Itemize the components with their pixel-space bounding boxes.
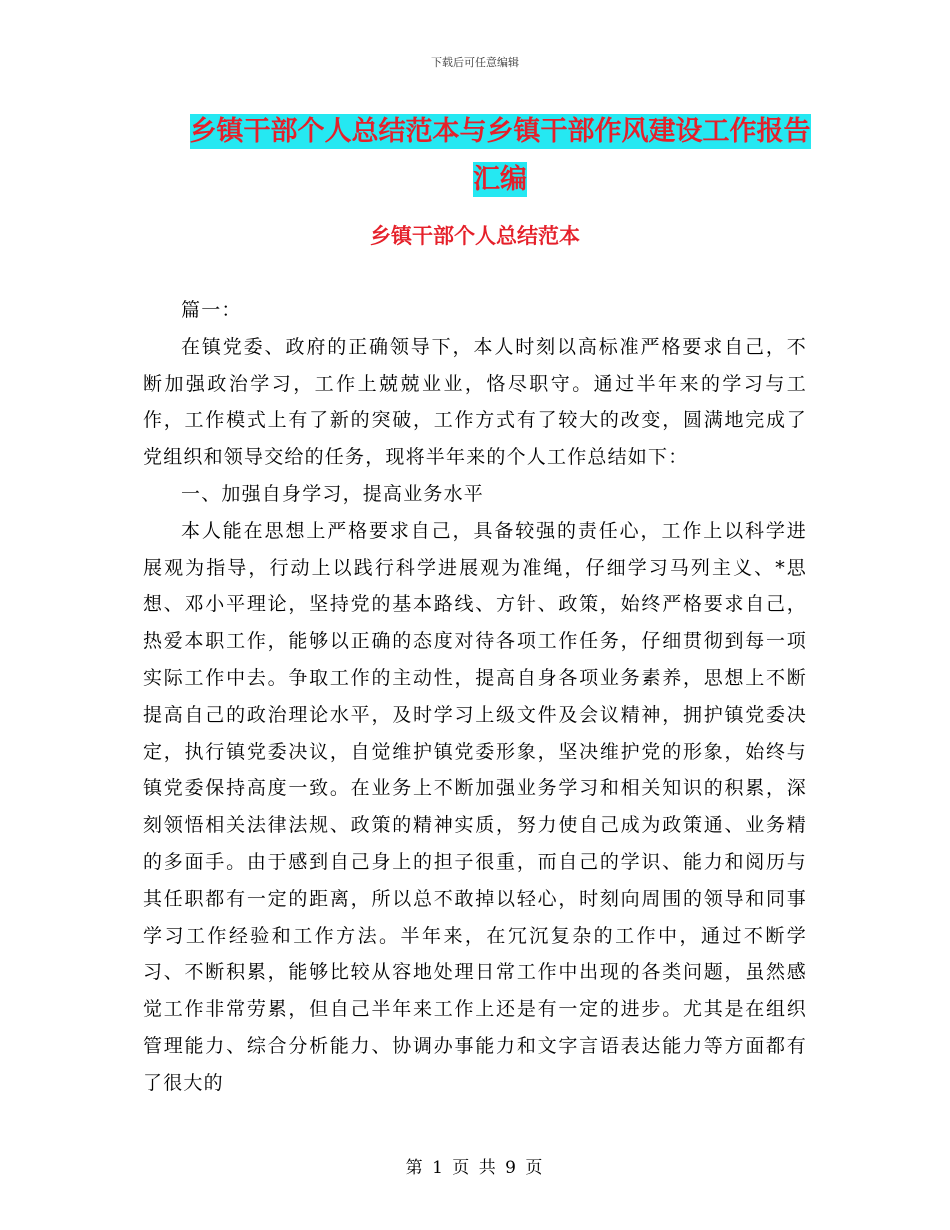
document-title-line-2: 汇编 [473, 164, 527, 195]
paragraph-heading-1: 一、加强自身学习，提高业务水平 [181, 482, 485, 505]
document-body [143, 292, 807, 1102]
paragraph-body-1: 本人能在思想上严格要求自己，具备较强的责任心，工作上以科学进展观为指导，行动上以践行科学进展观为准绳，仔细学习马列主义、*思想、邓小平理论，坚持党的基本路线、方针、政策，始终严格要求自己，热爱本职工作，能够以正确的态度对待各项工作任务，仔细贯彻到每一项实际工作中去。争取工作的主动性，提高自身各项业务素养，思想上不断提高自己的政治理论水平，及时学习上级文件及会议精神，拥护镇党委决定，执行镇党委决议，自觉维护镇党委形象，坚决维护党的形象，始终与镇党委保持高度一致。在业务上不断加强业务学习和相关知识的积累，深刻领悟相关法律法规、政策的精神实质，努力使自己成为政策通、业务精的多面手。由于感到自己身上的担子很重，而自己的学识、能力和阅历与其任职都有一定的距离，所以总不敢掉以轻心，时刻向周围的领导和同事学习工作经验和工作方法。半年来，在冗沉复杂的工作中，通过不断学习、不断积累，能够比较从容地处理日常工作中出现的各类问题，虽然感觉工作非常劳累，但自己半年来工作上还是有一定的进步。尤其是在组织管理能力、综合分析能力、协调办事能力和文字言语表达能力等方面都有了很大的 [143, 519, 807, 1094]
section-title: 乡镇干部个人总结范本 [370, 224, 580, 248]
header-note: 下载后可任意编辑 [431, 56, 519, 69]
paragraph-part-label: 篇一： [181, 299, 242, 321]
document-title [120, 108, 880, 204]
document-title-line-1: 乡镇干部个人总结范本与乡镇干部作风建设工作报告 [189, 116, 811, 147]
paragraph-intro: 在镇党委、政府的正确领导下，本人时刻以高标准严格要求自己，不断加强政治学习，工作上兢兢业业，恪尽职守。通过半年来的学习与工作，工作模式上有了新的突破，工作方式有了较大的改变，圆满地完成了党组织和领导交给的任务，现将半年来的个人工作总结如下： [143, 335, 807, 469]
page-footer: 第 1 页 共 9 页 [405, 1158, 545, 1178]
